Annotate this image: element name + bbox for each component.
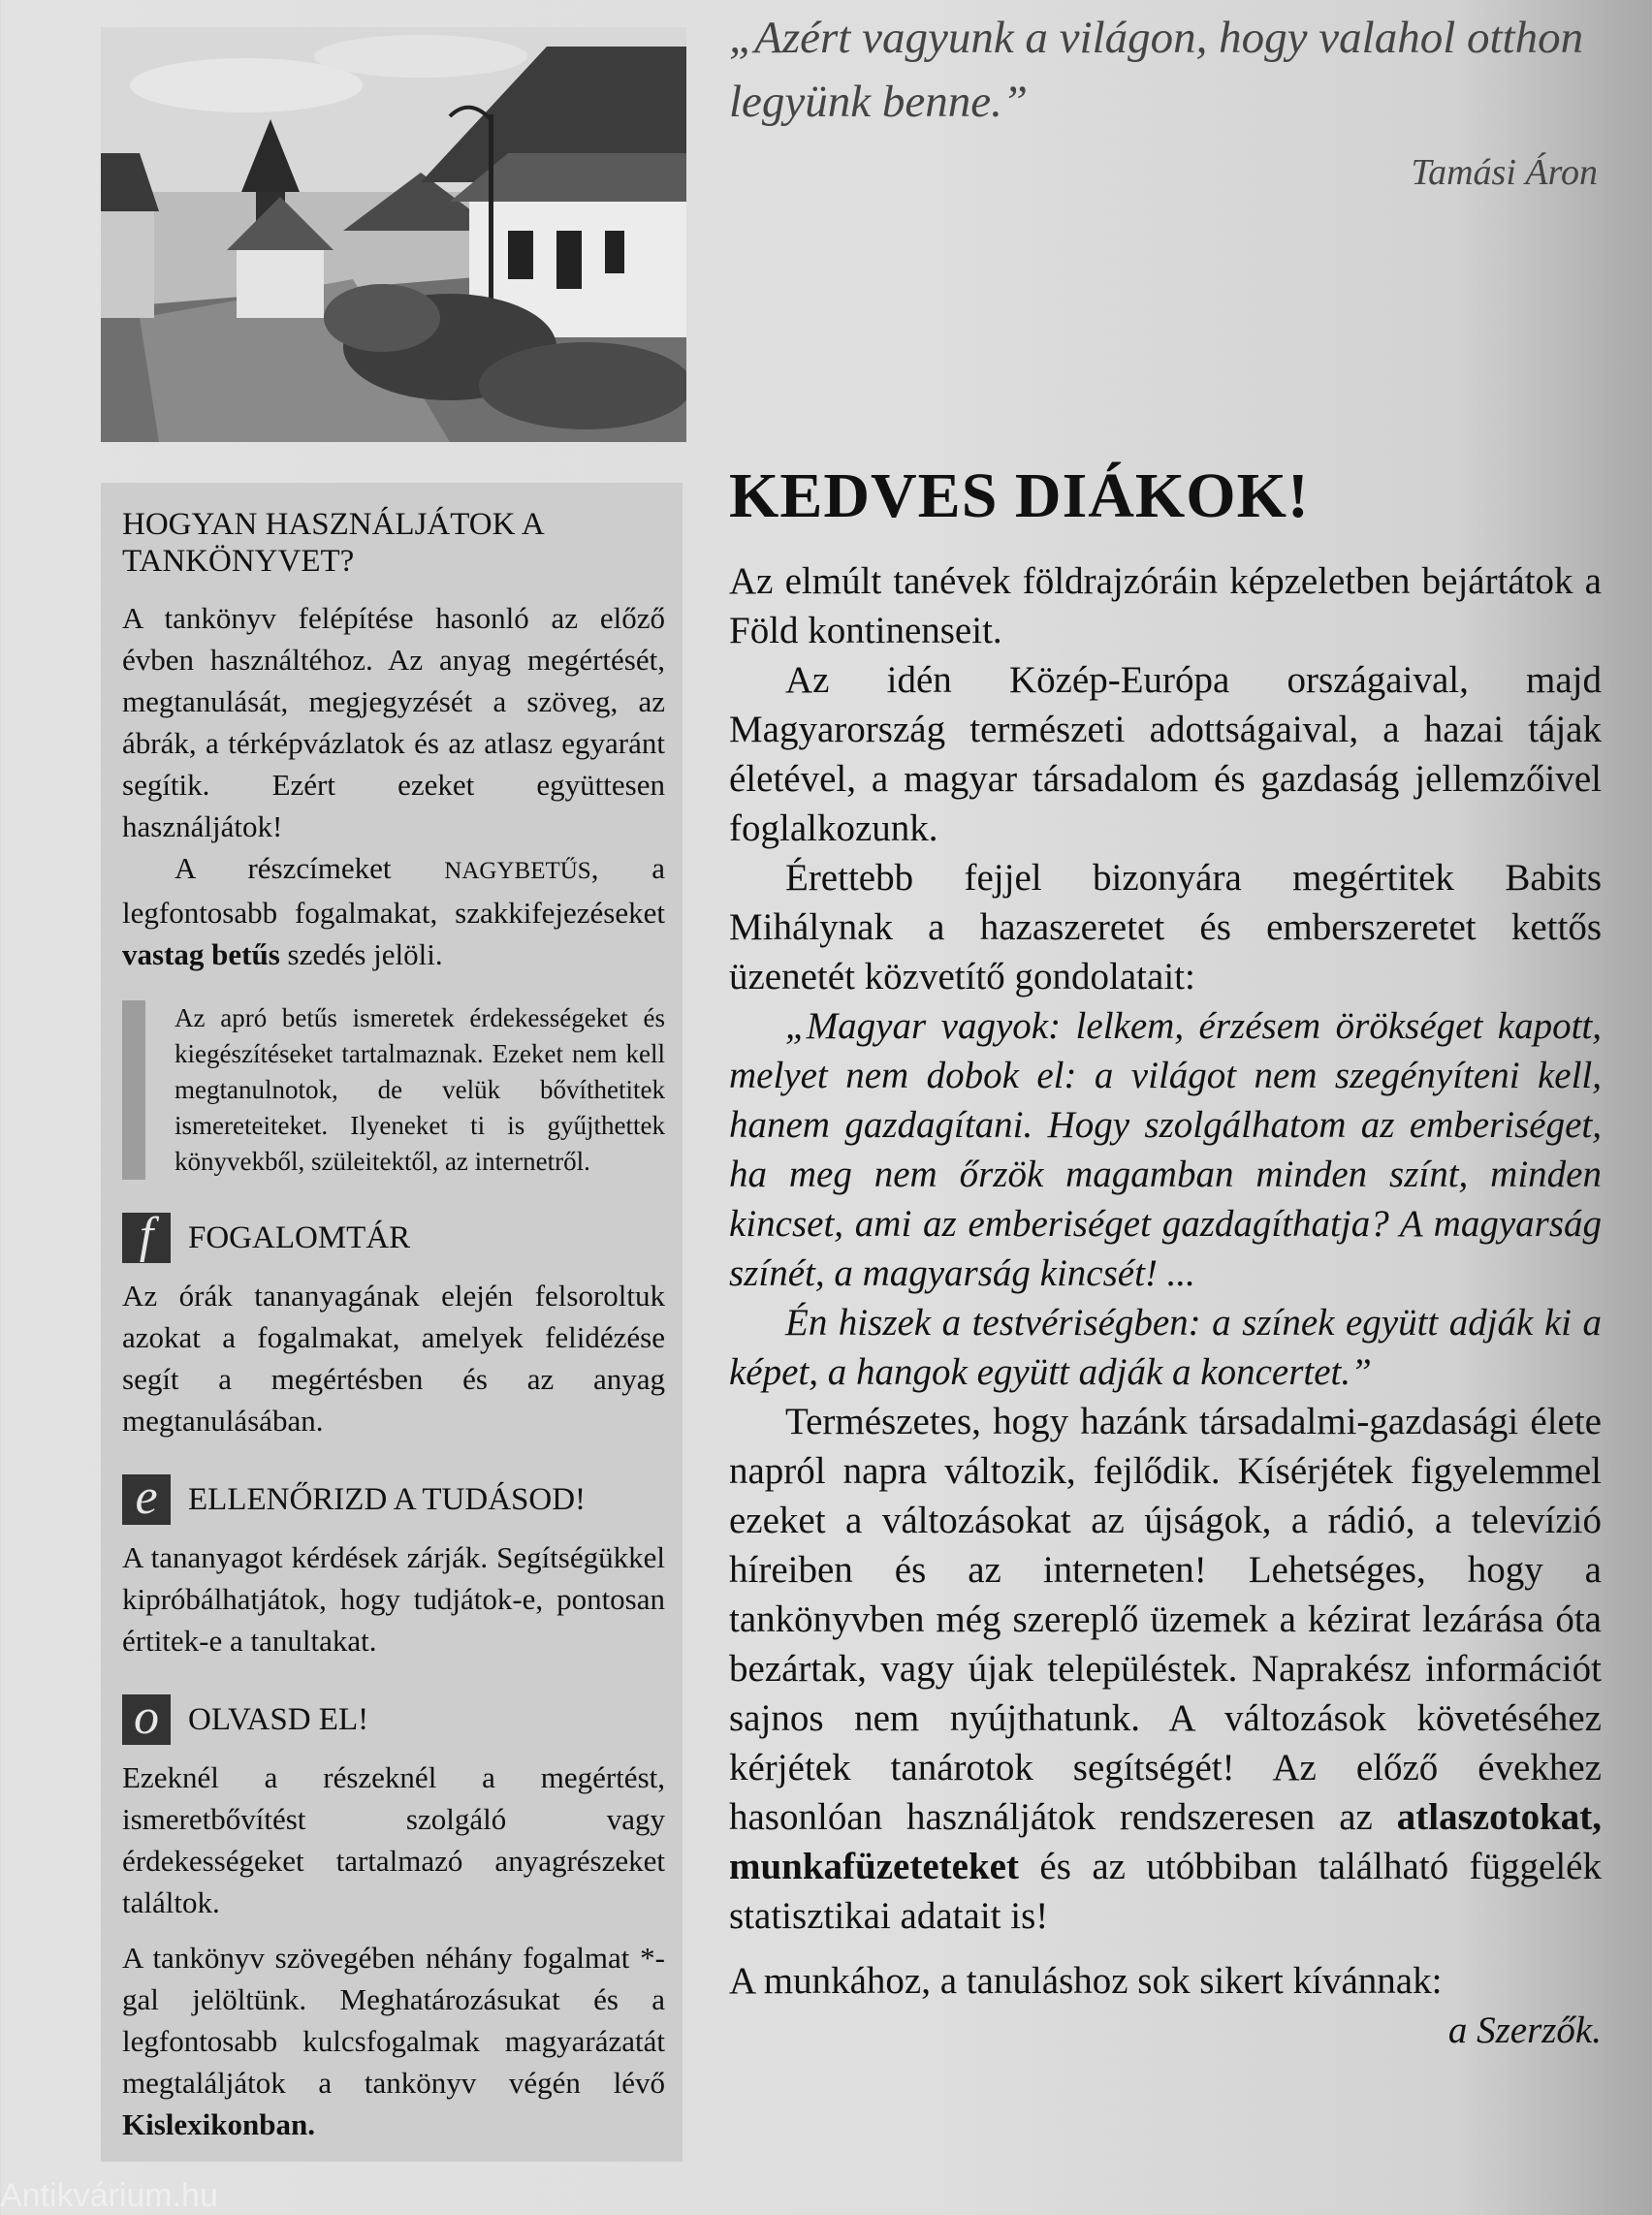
- formatting-text-1: A részcímeket: [175, 851, 445, 885]
- glossary-header: [122, 1213, 665, 1263]
- read-this-text: Ezeknél a részeknél a megértést, ismeretbővítést szolgáló vagy érdekességeket tartalmazó anyagrészeket találtok.: [122, 1760, 665, 1919]
- foreword-p4-bold: atlaszotokat, munkafüzeteteket: [729, 1796, 1602, 1887]
- glossary-text: Az órák tananyagának elején felsoroltuk azokat a fogalmakat, amelyek felidézése segít a megértésben és az anyag megtanulásában.: [122, 1279, 665, 1438]
- lexicon-note: [122, 1937, 665, 2145]
- foreword-p4-text: Természetes, hogy hazánk társadalmi-gazdasági élete napról napra változik, fejlődik. Kísérjétek figyelemmel ezeket a változásokat az újságok, a rádió, a televízió híreiben és az interneten! Lehetséges, hogy a tankönyvben még szereplő üzemek a kézirat lezárása óta bezártak, vagy újak településtek. Naprakész információt sajnos nem nyújthatunk. A változások követéséhez kérjétek tanárotok segítségét! Az előző évekhez hasonlóan használjátok rendszeresen az: [729, 1401, 1602, 1838]
- foreword-p4: [729, 1397, 1602, 1941]
- small-print-note: [122, 1000, 665, 1180]
- watermark: Antikvárium.hu: [0, 2177, 218, 2214]
- usage-guide-title: HOGYAN HASZNÁLJÁTOK A TANKÖNYVET?: [122, 507, 543, 579]
- check-knowledge-header: [122, 1474, 665, 1525]
- signature: a Szerzők.: [1447, 2009, 1602, 2051]
- lexicon-text: A tankönyv szövegében néhány fogalmat *-gal jelöltünk. Meghatározásukat és a legfontosabb kulcsfogalmak magyarázatát megtaláljátok a tankönyv végén lévő: [122, 1941, 665, 2100]
- motto-author: Tamási Áron: [1411, 152, 1598, 193]
- read-this-header: [122, 1694, 665, 1745]
- babits-quote-1: „Magyar vagyok: lelkem, érzésem örökséget kapott, melyet nem dobok el: a világot nem szegényíteni kell, hanem gazdagítani. Hogy szolgálhatom az emberiséget, ha meg nem őrzök magamban minden színt, minden kincset, ami az emberiséget gazdagíthatja? A magyarság színét, a magyarság kincsét! ...: [729, 1005, 1602, 1294]
- usage-guide-box: [101, 483, 683, 2162]
- page-title: KEDVES DIÁKOK!: [729, 460, 1310, 531]
- foreword-column: [729, 458, 1602, 2055]
- check-e-icon: e: [122, 1474, 171, 1525]
- formatting-bold: vastag betűs: [122, 937, 280, 971]
- village-photo-drawing: [101, 27, 686, 442]
- formatting-caps: NAGYBETŰS: [444, 858, 591, 884]
- foreword-p4-end: és az utóbbiban található függelék statisztikai adatait is!: [729, 1846, 1602, 1937]
- motto-quote: [729, 6, 1602, 194]
- small-print-text: Az apró betűs ismeretek érdekességeket és kiegészítéseket tartalmaznak. Ezeket nem kell megtanulnotok, de velük bővíthetitek ismereteiteket. Ilyeneket ti is gyűjthettek könyvekből, szüleitektől, az internetről.: [175, 1003, 665, 1176]
- read-o-icon: o: [122, 1694, 171, 1745]
- read-this-title: OLVASD EL!: [188, 1701, 369, 1737]
- motto-text: „Azért vagyunk a világon, hogy valahol otthon legyünk benne.”: [729, 13, 1584, 127]
- closing-line: A munkához, a tanuláshoz sok sikert kívánnak:: [729, 1960, 1443, 2002]
- formatting-text-2: , a legfontosabb fogalmakat, szakkifejezéseket: [122, 851, 666, 930]
- usage-guide-formatting: [122, 847, 665, 975]
- usage-guide-intro: A tankönyv felépítése hasonló az előző évben használtéhoz. Az anyag megértését, megtanulását, megjegyzését a szöveg, az ábrák, a térképvázlatok és az atlasz egyaránt segítik. Ezért ezeket együttesen használjátok!: [122, 601, 665, 843]
- lexicon-bold: Kislexikonban.: [122, 2107, 315, 2141]
- formatting-text-3: szedés jelöli.: [279, 937, 443, 971]
- foreword-p3: Érettebb fejjel bizonyára megértitek Babits Mihálynak a hazaszeretet és emberszeretet kettős üzenetét közvetítő gondolatait:: [729, 857, 1602, 997]
- glossary-title: FOGALOMTÁR: [188, 1219, 411, 1255]
- check-knowledge-title: ELLENŐRIZD A TUDÁSOD!: [188, 1481, 587, 1517]
- babits-quote-2: Én hiszek a testvériségben: a színek együtt adják ki a képet, a hangok együtt adják a koncertet.”: [729, 1302, 1602, 1393]
- check-knowledge-text: A tananyagot kérdések zárják. Segítségükkel kipróbálhatjátok, hogy tudjátok-e, pontosan értitek-e a tanultakat.: [122, 1540, 665, 1658]
- village-photo: [101, 27, 686, 442]
- foreword-p2: Az idén Közép-Európa országaival, majd Magyarország természeti adottságaival, a hazai tájak életével, a magyar társadalom és gazdaság jellemzőivel foglalkozunk.: [729, 659, 1602, 849]
- foreword-p1: Az elmúlt tanévek földrajzóráin képzeletben bejártátok a Föld kontinenseit.: [729, 560, 1602, 651]
- glossary-f-icon: f: [122, 1213, 171, 1263]
